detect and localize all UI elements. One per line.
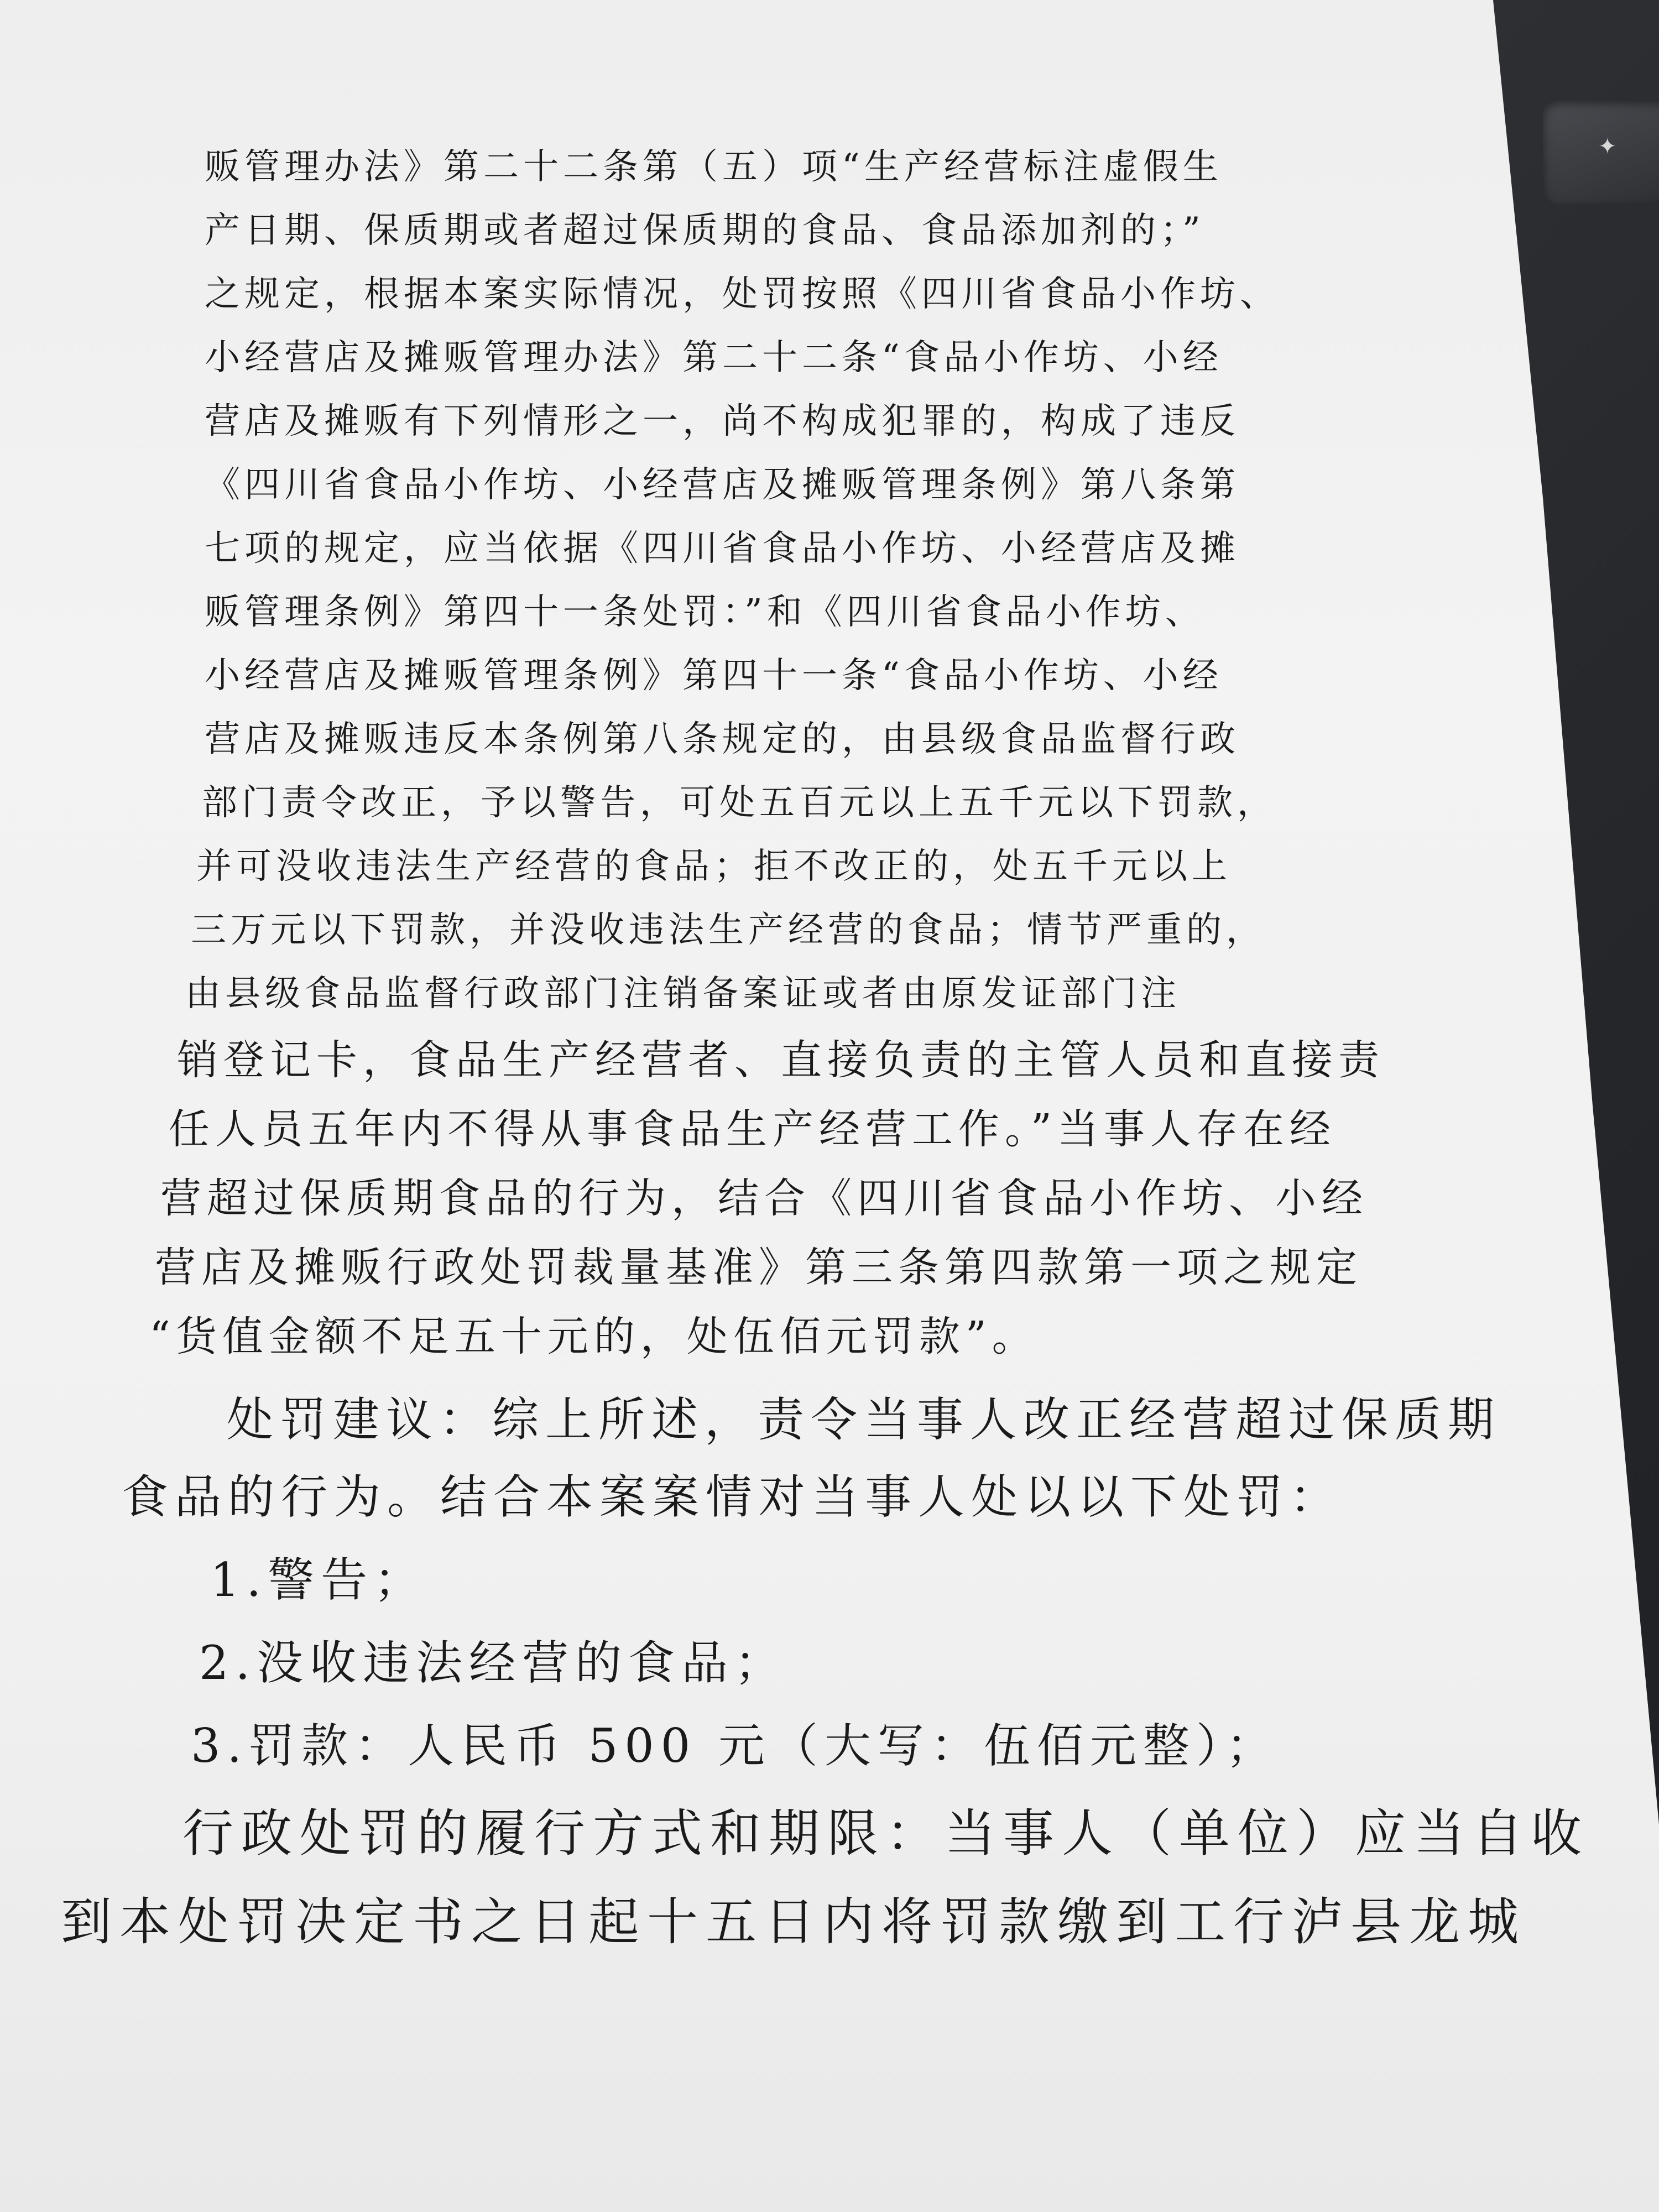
text-line: “货值金额不足五十元的，处伍佰元罚款”。 xyxy=(149,1313,1039,1360)
text-line: 贩管理条例》第四十一条处罚：”和《四川省食品小作坊、 xyxy=(205,592,1205,633)
text-line: 《四川省食品小作坊、小经营店及摊贩管理条例》第八条第 xyxy=(205,465,1240,505)
text-line: 之规定，根据本案实际情况，处罚按照《四川省食品小作坊、 xyxy=(205,274,1280,315)
text-line: 行政处罚的履行方式和期限：当事人（单位）应当自收 xyxy=(182,1804,1590,1863)
text-line: 任人员五年内不得从事食品生产经营工作。”当事人存在经 xyxy=(169,1105,1336,1153)
text-line: 七项的规定，应当依据《四川省食品小作坊、小经营店及摊 xyxy=(205,528,1240,569)
text-line: 并可没收违法生产经营的食品；拒不改正的，处五千元以上 xyxy=(196,846,1232,887)
text-line: 小经营店及摊贩管理办法》第二十二条“食品小作坊、小经 xyxy=(205,337,1223,378)
text-line: 营店及摊贩行政处罚裁量基准》第三条第四款第一项之规定 xyxy=(155,1244,1363,1291)
text-line: 到本处罚决定书之日起十五日内将罚款缴到工行泸县龙城 xyxy=(61,1892,1527,1952)
text-line: 营超过保质期食品的行为，结合《四川省食品小作坊、小经 xyxy=(160,1175,1368,1222)
text-line: 三万元以下罚款，并没收违法生产经营的食品；情节严重的， xyxy=(191,910,1266,951)
text-line: 处罚建议：综上所述，责令当事人改正经营超过保质期 xyxy=(227,1392,1501,1447)
text-line: 销登记卡，食品生产经营者、直接负责的主管人员和直接责 xyxy=(177,1036,1385,1084)
text-line: 小经营店及摊贩管理条例》第四十一条“食品小作坊、小经 xyxy=(205,655,1223,696)
text-line: 部门责令改正，予以警告，可处五百元以上五千元以下罚款， xyxy=(202,782,1277,823)
text-line: 营店及摊贩违反本条例第八条规定的，由县级食品监督行政 xyxy=(205,719,1240,760)
list-item: 3.罚款：人民币 500 元（大写：伍佰元整）； xyxy=(191,1719,1279,1773)
text-line: 营店及摊贩有下列情形之一，尚不构成犯罪的，构成了违反 xyxy=(205,401,1240,442)
list-item: 1.警告； xyxy=(210,1553,427,1607)
text-line: 食品的行为。结合本案案情对当事人处以以下处罚： xyxy=(122,1470,1343,1524)
star-icon: ✦ xyxy=(1598,134,1617,159)
text-line: 由县级食品监督行政部门注销备案证或者由原发证部门注 xyxy=(185,973,1181,1014)
list-item: 2.没收违法经营的食品； xyxy=(199,1636,788,1690)
text-line: 产日期、保质期或者超过保质期的食品、食品添加剂的；” xyxy=(205,210,1205,251)
text-line: 贩管理办法》第二十二条第（五）项“生产经营标注虚假生 xyxy=(205,147,1223,187)
